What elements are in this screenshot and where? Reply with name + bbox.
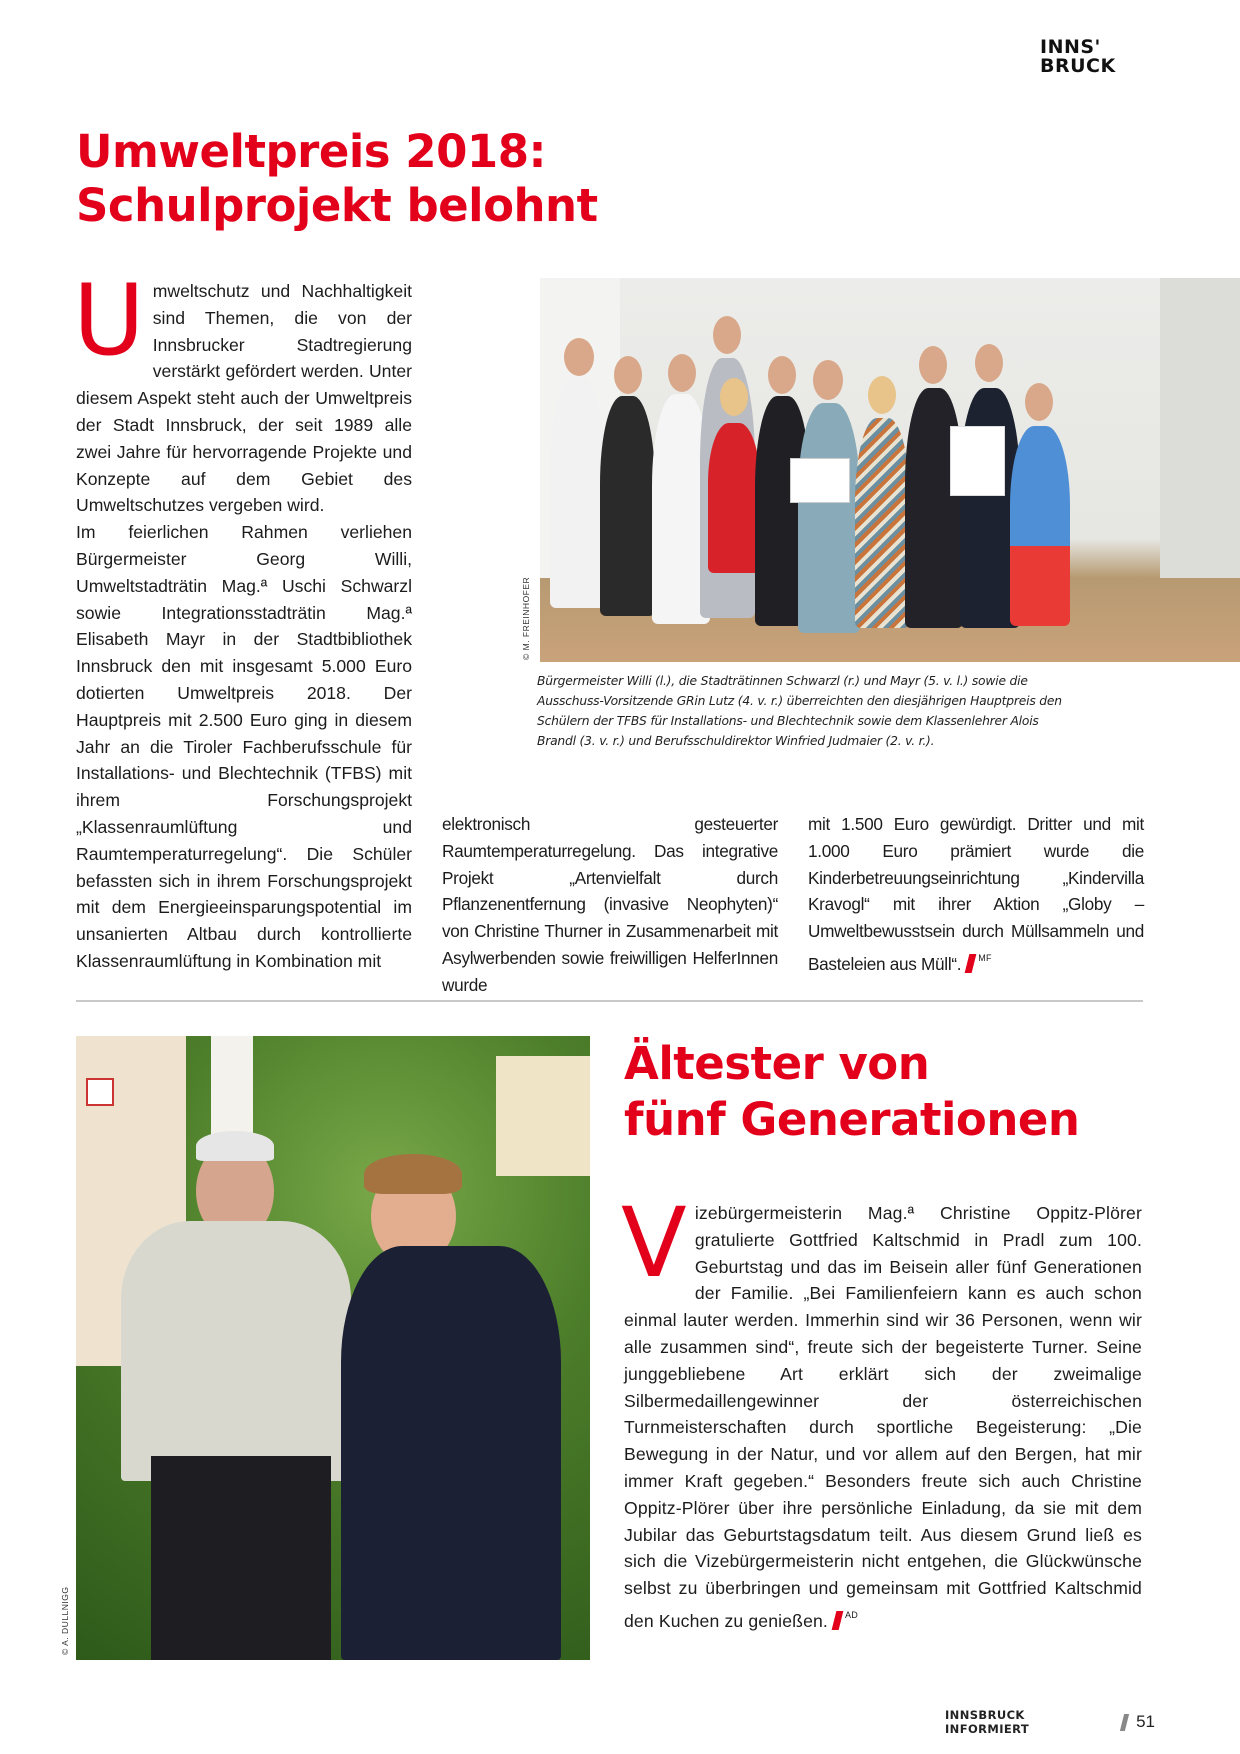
- section-divider: [76, 1000, 1143, 1002]
- article1-column-3: [808, 811, 1144, 978]
- article1-paragraph-1: mweltschutz und Nachhaltigkeit sind Themen, die von der Innsbrucker Stadtregierung verstärkt gefördert werden. Unter diesem Aspekt steht auch der Umweltpreis der Stadt Innsbruck, der seit 1989 alle zwei Jahre für hervorragende Projekte und Konzepte auf dem Gebiet des Umweltschutzes vergeben wird.: [76, 281, 412, 516]
- headline-line-1: Ältester von: [624, 1037, 930, 1090]
- author-initials: AD: [844, 1609, 859, 1620]
- article2-headline: [624, 1036, 1144, 1148]
- article1-column-1: [73, 264, 412, 975]
- dropcap: V: [621, 1187, 687, 1299]
- end-mark-icon: [832, 1611, 844, 1630]
- headline-line-2: Schulprojekt belohnt: [76, 179, 598, 232]
- photo-caption: [537, 671, 1097, 751]
- caption-line: Brandl (3. v. r.) und Berufsschuldirektor Winfried Judmaier (2. v. r.).: [537, 734, 935, 748]
- caption-line: Schülern der TFBS für Installations- und Blechtechnik sowie dem Klassenlehrer Alois: [537, 714, 1039, 728]
- article1-column-2: [442, 811, 778, 999]
- caption-line: Ausschuss-Vorsitzende GRin Lutz (4. v. r.) überreichten den diesjährigen Hauptpreis den: [537, 694, 1062, 708]
- innsbruck-logo: [1040, 38, 1150, 76]
- slash-mark-icon: [1120, 1714, 1129, 1731]
- article1-paragraph-2: Im feierlichen Rahmen verliehen Bürgermeister Georg Willi, Umweltstadträtin Mag.ª Uschi Schwarzl sowie Integrationsstadträtin Mag.ª Elisabeth Mayr in der Stadtbibliothek Innsbruck den mit insgesamt 5.000 Euro dotierten Umweltpreis 2018. Der Hauptpreis mit 2.500 Euro ging in diesem Jahr an die Tiroler Fachberufsschule für Installations- und Blechtechnik (TFBS) mit ihrem Forschungsprojekt „Klassenraumlüftung und Raumtemperaturregelung“. Die Schüler befassten sich in ihrem Forschungsprojekt mit dem Energieeinsparungspotential im unsanierten Altbau durch kontrollierte Klassenraumlüftung in Kombination mit: [76, 522, 412, 971]
- headline-line-1: Umweltpreis 2018:: [76, 125, 546, 178]
- page-footer: [945, 1708, 1155, 1736]
- article2-body: [621, 1187, 1142, 1635]
- logo-line-1: INNS': [1040, 36, 1101, 58]
- article1-headline: [76, 125, 636, 233]
- end-mark-icon: [965, 954, 977, 973]
- page-number: 51: [1136, 1712, 1155, 1731]
- photo-credit: © A. DULLNIGG: [60, 1586, 70, 1655]
- dropcap: U: [73, 264, 145, 378]
- logo-line-2: BRUCK: [1040, 55, 1116, 77]
- caption-line: Bürgermeister Willi (l.), die Stadträtinnen Schwarzl (r.) und Mayr (5. v. l.) sowie die: [537, 674, 1028, 688]
- article1-paragraph-4: mit 1.500 Euro gewürdigt. Dritter und mit 1.000 Euro prämiert wurde die Kinderbetreuungseinrichtung „Kindervilla Kravogl“ mit ihrer Aktion „Globy – Umweltbewusstsein durch Müllsammeln und Basteleien aus Müll“.: [808, 814, 1144, 974]
- birthday-photo: [76, 1036, 590, 1660]
- photo-credit: © M. FREINHOFER: [521, 576, 531, 660]
- award-ceremony-photo: [540, 278, 1240, 662]
- article2-paragraph: izebürgermeisterin Mag.ª Christine Oppitz-Plörer gratulierte Gottfried Kaltschmid in Pradl zum 100. Geburtstag und das im Beisein aller fünf Generationen der Familie. „Bei Familienfeiern kann es auch schon einmal lauter werden. Immerhin sind wir 36 Personen, wenn wir alle zusammen sind“, freute sich der begeisterte Turner. Seine junggebliebene Art erklärt sich der zweimalige Silbermedaillengewinner der österreichischen Turnmeisterschaften durch sportliche Begeisterung: „Die Bewegung in der Natur, und vor allem auf den Bergen, hat mir immer Kraft gegeben.“ Besonders freute sich auch Christine Oppitz-Plörer über ihre persönliche Einladung, da sie mit dem Jubilar das Geburtstagsdatum teilt. Aus diesem Grund ließ es sich die Vizebürgermeisterin nicht entgehen, die Glückwünsche selbst zu überbringen und gemeinsam mit Gottfried Kaltschmid den Kuchen zu genießen.: [624, 1203, 1142, 1631]
- headline-line-2: fünf Generationen: [624, 1093, 1080, 1146]
- publication-name: INNSBRUCK INFORMIERT: [945, 1708, 1030, 1736]
- author-initials: MF: [978, 952, 992, 963]
- article1-paragraph-3: elektronisch gesteuerter Raumtemperaturregelung. Das integrative Projekt „Artenvielfalt durch Pflanzenentfernung (invasive Neophyten)“ von Christine Thurner in Zusammenarbeit mit Asylwerbenden sowie freiwilligen HelferInnen wurde: [442, 814, 778, 995]
